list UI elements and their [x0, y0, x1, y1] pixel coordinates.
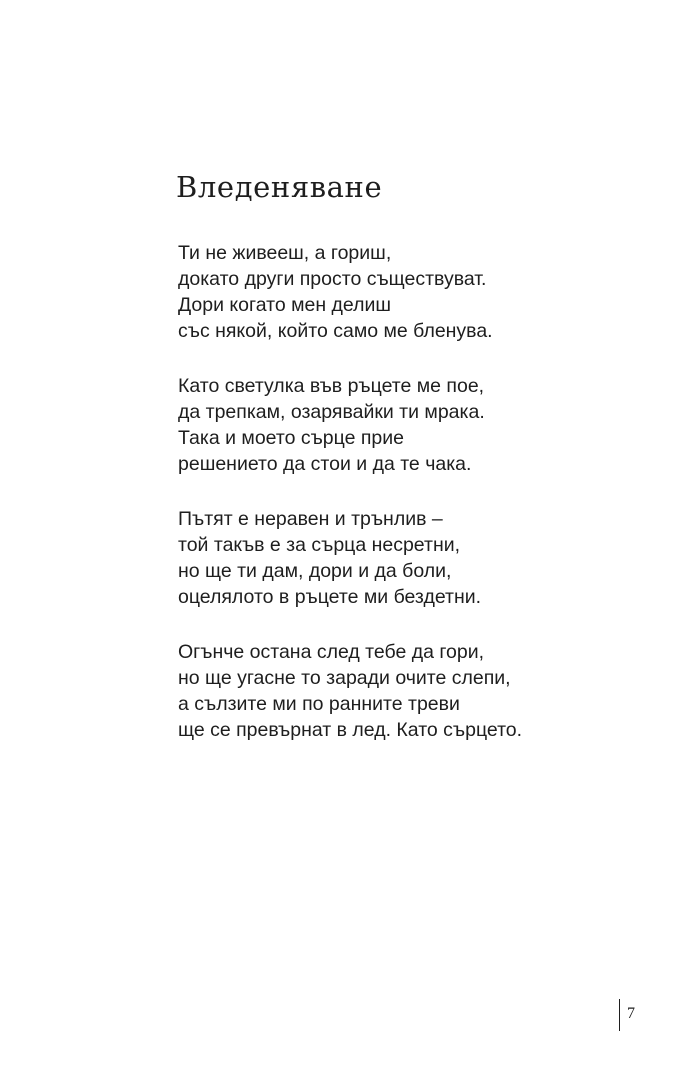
verse-line: решението да стои и да те чака.: [178, 453, 472, 475]
stanza-2: [178, 373, 618, 477]
verse-line: докато други просто съществуват.: [178, 268, 487, 290]
stanza-4: [178, 639, 618, 743]
stanza-3: [178, 506, 618, 610]
verse-line: оцелялото в ръцете ми бездетни.: [178, 586, 482, 608]
verse-line: да трепкам, озарявайки ти мрака.: [178, 401, 485, 423]
verse-line: Така и моето сърце прие: [178, 427, 404, 449]
verse-line: но ще ти дам, дори и да боли,: [178, 560, 452, 582]
verse-line: а сълзите ми по ранните треви: [178, 693, 460, 715]
poem-body: [178, 240, 618, 772]
stanza-1: [178, 240, 618, 344]
page-number: 7: [627, 1005, 635, 1022]
verse-line: Пътят е неравен и трънлив –: [178, 508, 443, 530]
verse-line: ще се превърнат в лед. Като сърцето.: [178, 719, 523, 741]
verse-line: той такъв е за сърца несретни,: [178, 534, 461, 556]
verse-line: Ти не живееш, а гориш,: [178, 242, 392, 264]
page-number-divider: [619, 999, 620, 1031]
verse-line: Огънче остана след тебе да гори,: [178, 641, 485, 663]
poem-title: Вледеняване: [176, 170, 383, 204]
verse-line: Като светулка във ръцете ме пое,: [178, 375, 485, 397]
verse-line: но ще угасне то заради очите слепи,: [178, 667, 511, 689]
verse-line: със някой, който само ме бленува.: [178, 320, 493, 342]
verse-line: Дори когато мен делиш: [178, 294, 392, 316]
